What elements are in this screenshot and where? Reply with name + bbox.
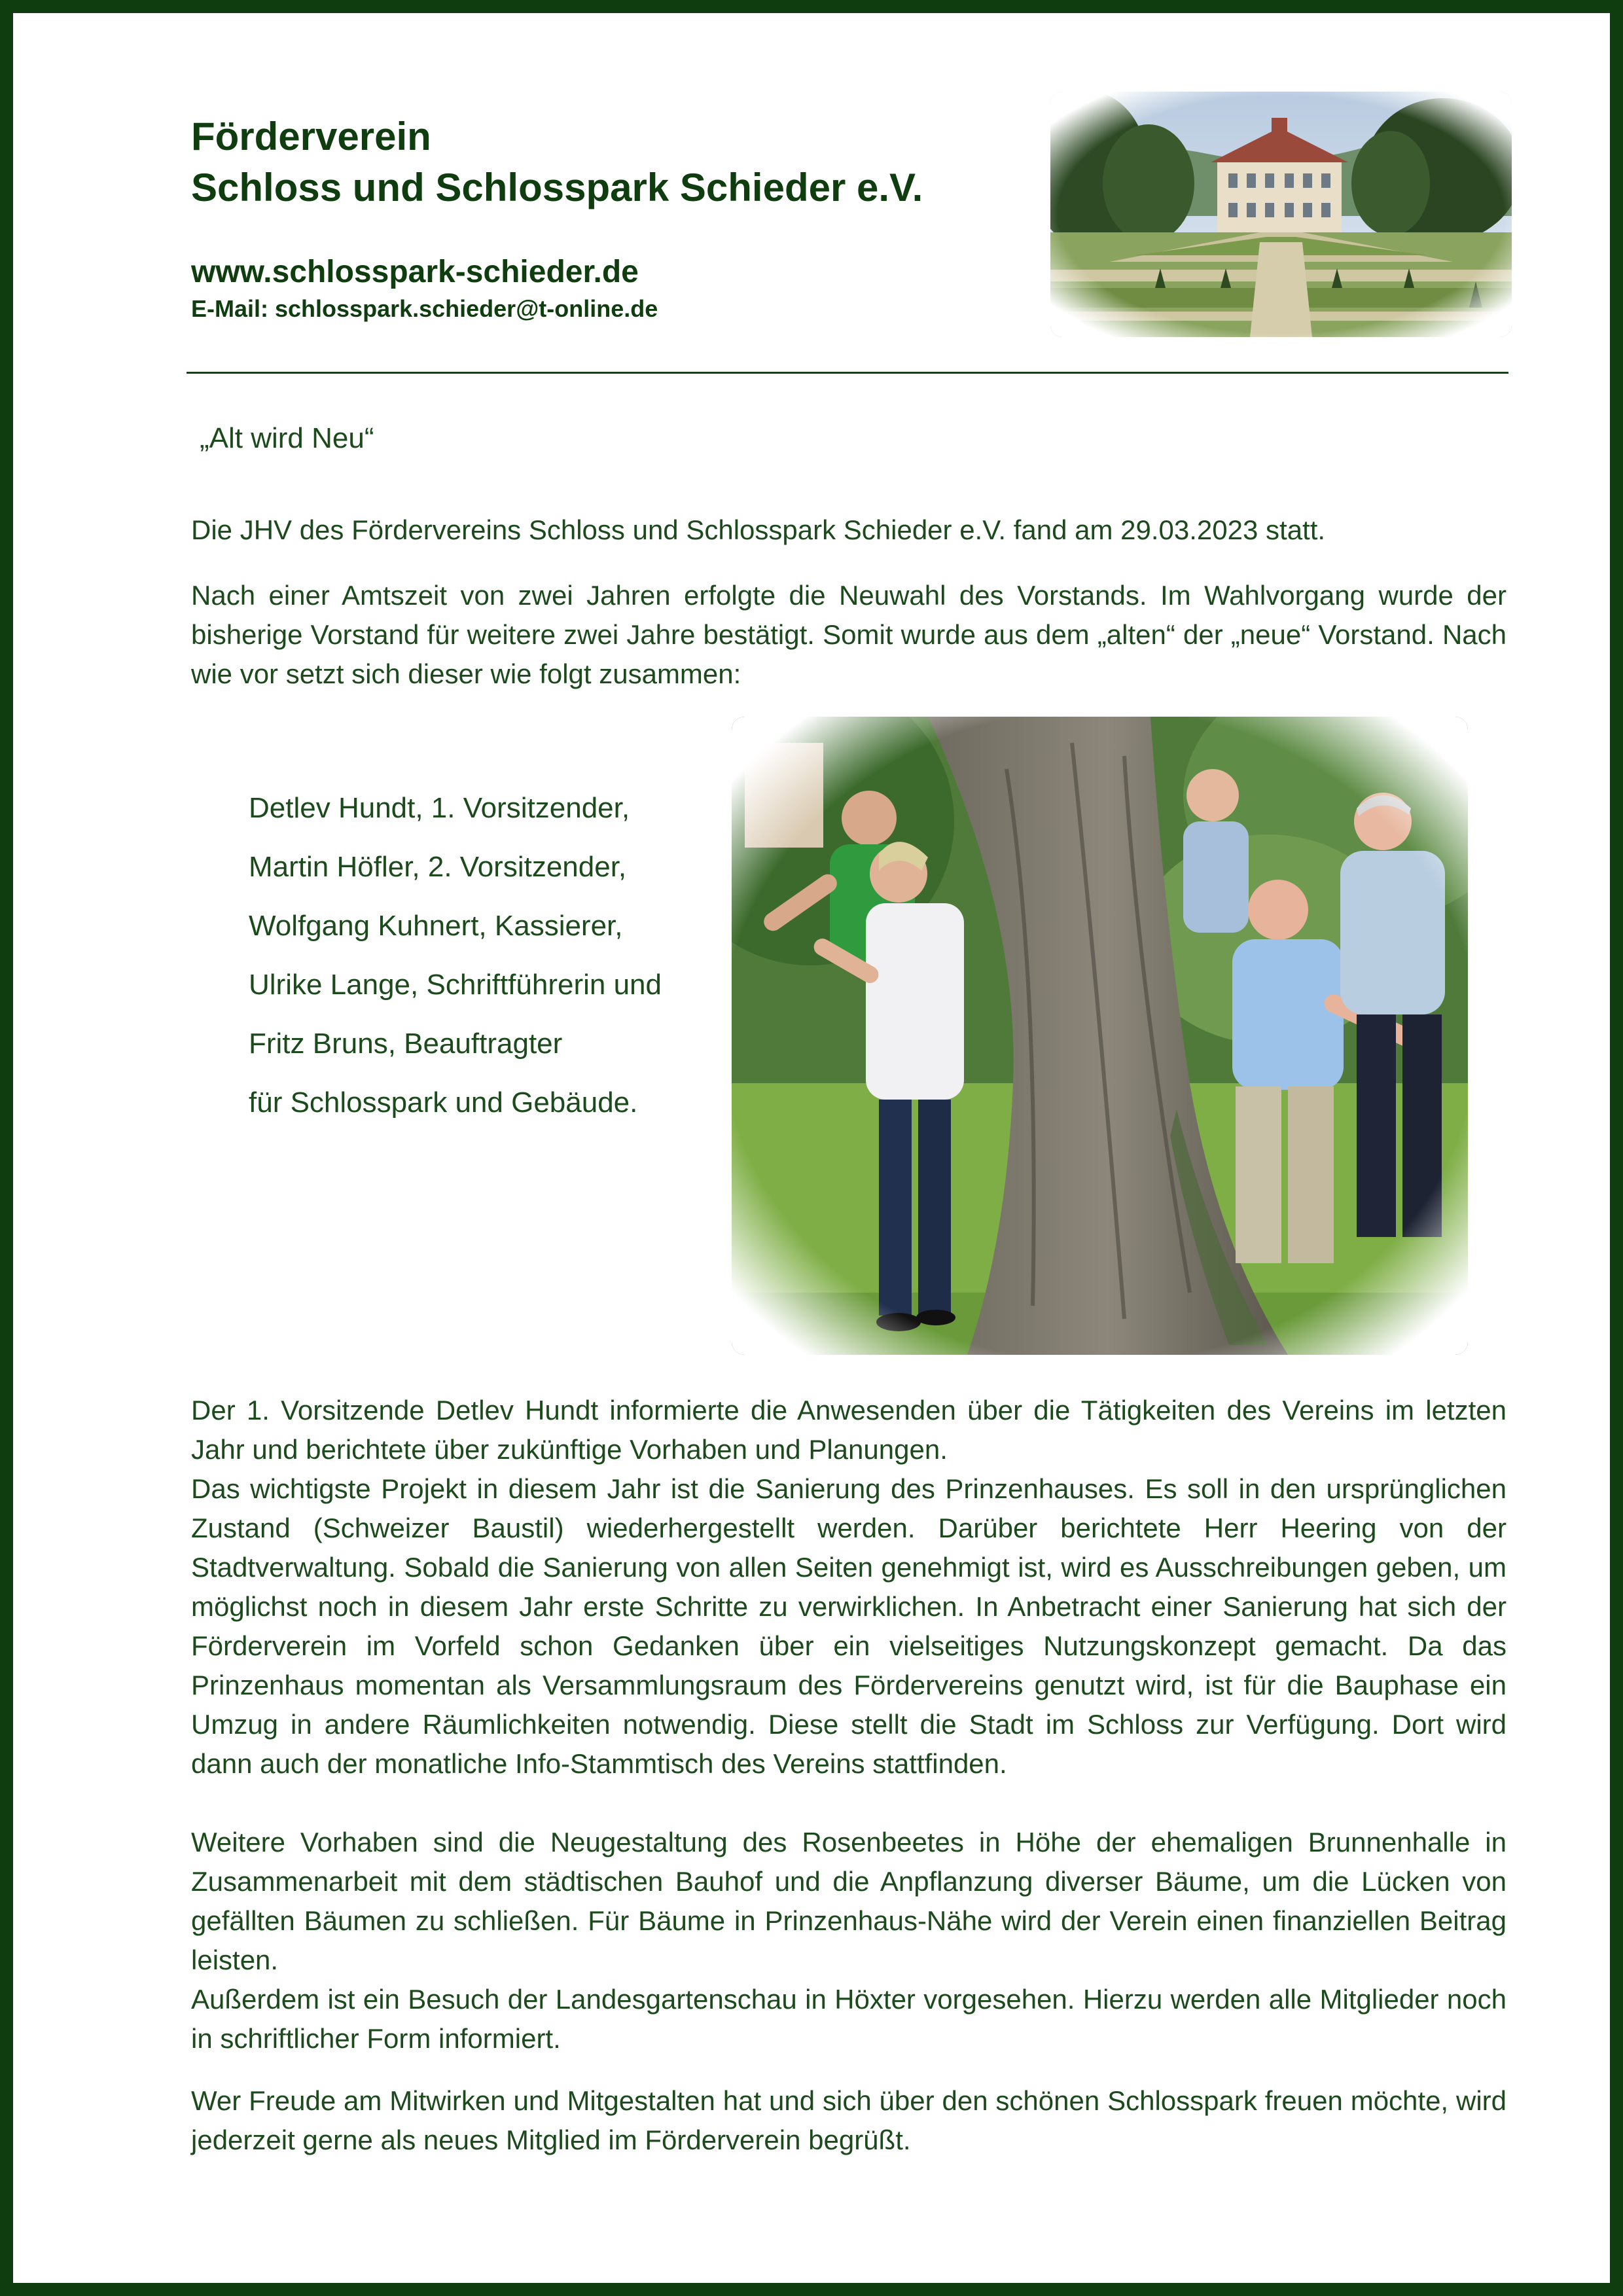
plans-paragraph: Weitere Vorhaben sind die Neugestaltung des Rosenbeetes in Höhe der ehemaligen Brunnenhalle in Zusammenarbeit mit dem städtischen Bauhof und die Anpflanzung diverser Bäume, um die Lücken von gefällten Bäumen zu schließen. Für Bäume in Prinzenhaus-Nähe wird der Verein einen finanziellen Beitrag leisten. [191, 1827, 1507, 1975]
election-paragraph: Nach einer Amtszeit von zwei Jahren erfolgte die Neuwahl des Vorstands. Im Wahlvorgang wurde der bisherige Vorstand für weitere zwei Jahre bestätigt. Somit wurde aus dem „alten“ der „neue“ Vorstand. Nach wie vor setzt sich dieser wie folgt zusammen: [191, 580, 1507, 689]
board-member: Martin Höfler, 2. Vorsitzender, [249, 851, 627, 883]
report-paragraph: Der 1. Vorsitzende Detlev Hundt informierte die Anwesenden über die Tätigkeiten des Vereins im letzten Jahr und berichtete über zukünftige Vorhaben und Planungen. [191, 1395, 1507, 1465]
org-name-line1: Förderverein [191, 115, 431, 158]
article-title: „Alt wird Neu“ [200, 422, 374, 454]
board-member: Fritz Bruns, Beauftragter [249, 1028, 563, 1060]
board-member: Detlev Hundt, 1. Vorsitzender, [249, 792, 630, 824]
org-name [191, 111, 1029, 213]
board-member: für Schlosspark und Gebäude. [249, 1086, 638, 1119]
org-name-line2: Schloss und Schlosspark Schieder e.V. [191, 166, 923, 209]
board-members-list [249, 779, 720, 1132]
letterhead [191, 111, 1029, 323]
header-divider [187, 372, 1508, 374]
castle-photo [1050, 92, 1512, 337]
board-member: Ulrike Lange, Schriftführerin und [249, 969, 662, 1001]
website-link[interactable]: www.schlosspark-schieder.de [191, 255, 639, 289]
closing-paragraph: Wer Freude am Mitwirken und Mitgestalten hat und sich über den schönen Schlosspark freuen möchte, wird jederzeit gerne als neues Mitglied im Förderverein begrüßt. [191, 2085, 1507, 2155]
email-link[interactable]: E-Mail: schlosspark.schieder@t-online.de [191, 295, 658, 322]
board-member: Wolfgang Kuhnert, Kassierer, [249, 910, 623, 942]
board-group-photo [732, 717, 1468, 1355]
intro-paragraph: Die JHV des Fördervereins Schloss und Schlosspark Schieder e.V. fand am 29.03.2023 statt. [191, 514, 1326, 545]
visit-paragraph: Außerdem ist ein Besuch der Landesgartenschau in Höxter vorgesehen. Hierzu werden alle Mitglieder noch in schriftlicher Form informiert. [191, 1984, 1507, 2054]
project-paragraph: Das wichtigste Projekt in diesem Jahr ist die Sanierung des Prinzenhauses. Es soll in den ursprünglichen Zustand (Schweizer Baustil) wiederhergestellt werden. Darüber berichtete Herr Heering von der Stadtverwaltung. Sobald die Sanierung von allen Seiten genehmigt ist, wird es Ausschreibungen geben, um möglichst noch in diesem Jahr erste Schritte zu verwirklichen. In Anbetracht einer Sanierung hat sich der Förderverein im Vorfeld schon Gedanken über ein vielseitiges Nutzungskonzept gemacht. Da das Prinzenhaus momentan als Versammlungsraum des Fördervereins genutzt wird, ist für die Bauphase ein Umzug in andere Räumlichkeiten notwendig. Diese stellt die Stadt im Schloss zur Verfügung. Dort wird dann auch der monatliche Info-Stammtisch des Vereins stattfinden. [191, 1473, 1507, 1779]
